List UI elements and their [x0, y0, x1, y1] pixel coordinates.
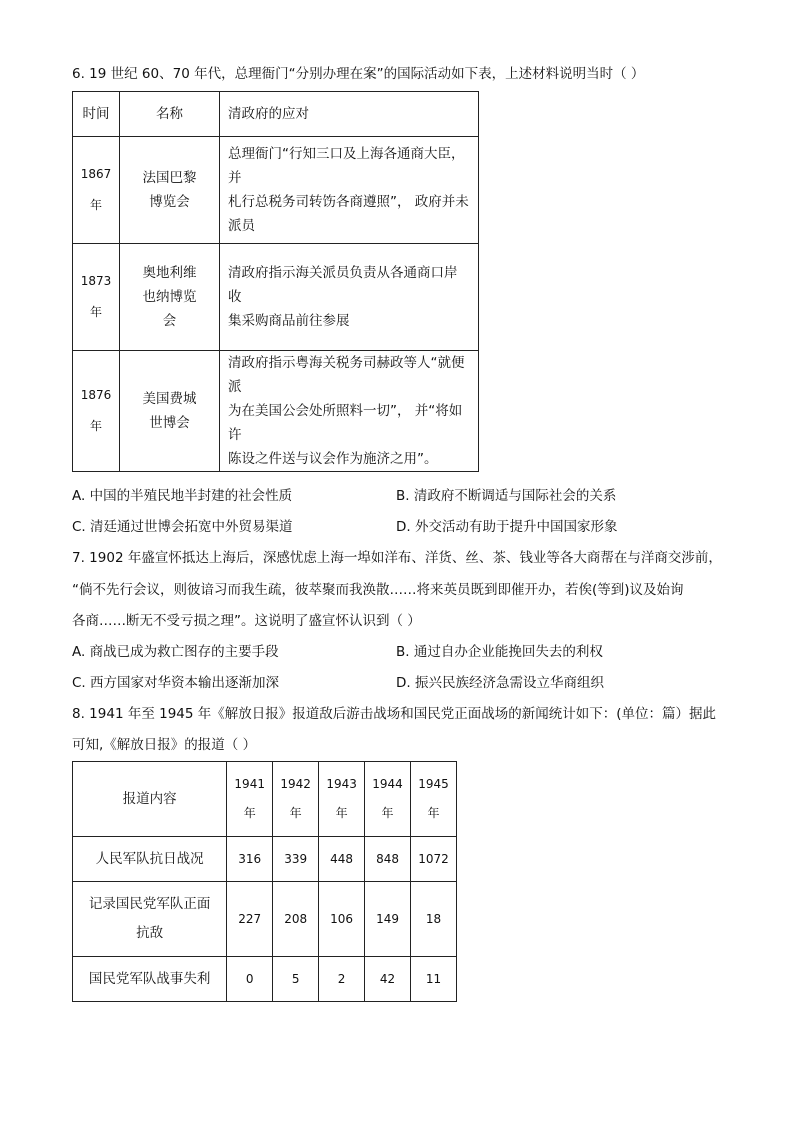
- q8-stem-line-2: 可知,《解放日报》的报道（ ）: [72, 737, 257, 753]
- table-cell: 0: [227, 957, 273, 1002]
- row-label: 记录国民党军队正面 抗敌: [73, 882, 227, 957]
- table-cell: 18: [411, 882, 457, 957]
- q7-stem-line-3: 各商……断无不受亏损之理”。这说明了盛宣怀认识到（ ）: [72, 613, 421, 629]
- time-cell: 1876 年: [73, 351, 120, 472]
- header-name: 名称: [120, 92, 220, 137]
- q8-table: [72, 761, 457, 1002]
- table-cell: 848: [365, 837, 411, 882]
- q7-option-b[interactable]: B. 通过自办企业能挽回失去的利权: [396, 644, 603, 660]
- table-cell: 1072: [411, 837, 457, 882]
- header-time: 时间: [73, 92, 120, 137]
- name-cell: 奥地利维 也纳博览 会: [120, 244, 220, 351]
- table-cell: 11: [411, 957, 457, 1002]
- header-year: 1945 年: [411, 762, 457, 837]
- row-label: 人民军队抗日战况: [73, 837, 227, 882]
- table-cell: 42: [365, 957, 411, 1002]
- table-row: [73, 244, 479, 351]
- table-header-row: [73, 762, 457, 837]
- table-cell: 227: [227, 882, 273, 957]
- header-year: 1944 年: [365, 762, 411, 837]
- q8-stem-line-1: 8. 1941 年至 1945 年《解放日报》报道敌后游击战场和国民党正面战场的新闻统计如下：(单位：篇）据此: [72, 706, 717, 722]
- q6-option-a[interactable]: A. 中国的半殖民地半封建的社会性质: [72, 488, 293, 504]
- table-cell: 448: [319, 837, 365, 882]
- time-cell: 1867 年: [73, 137, 120, 244]
- q7-stem-line-2: “倘不先行会议，则彼谙习而我生疏，彼萃聚而我涣散……将来英员既到即催开办，若俟(等到)议及始询: [72, 582, 684, 598]
- q7-option-d[interactable]: D. 振兴民族经济急需设立华商组织: [396, 675, 604, 691]
- response-cell: 清政府指示海关派员负责从各通商口岸收 集采购商品前往参展: [220, 244, 479, 351]
- q6-stem: 6. 19 世纪 60、70 年代，总理衙门“分别办理在案”的国际活动如下表，上述材料说明当时（ ）: [72, 66, 645, 82]
- time-cell: 1873 年: [73, 244, 120, 351]
- header-year: 1941 年: [227, 762, 273, 837]
- table-cell: 316: [227, 837, 273, 882]
- table-row: [73, 837, 457, 882]
- table-cell: 149: [365, 882, 411, 957]
- header-year: 1942 年: [273, 762, 319, 837]
- response-cell: 总理衙门“行知三口及上海各通商大臣，并 札行总税务司转饬各商遵照”， 政府并未 派员: [220, 137, 479, 244]
- table-row: [73, 957, 457, 1002]
- table-header-row: [73, 92, 479, 137]
- q7-stem-line-1: 7. 1902 年盛宣怀抵达上海后，深感忧虑上海一埠如洋布、洋货、丝、茶、钱业等各大商帮在与洋商交涉前，: [72, 550, 722, 566]
- table-row: [73, 882, 457, 957]
- table-cell: 339: [273, 837, 319, 882]
- q7-option-c[interactable]: C. 西方国家对华资本输出逐渐加深: [72, 675, 280, 691]
- table-cell: 208: [273, 882, 319, 957]
- name-cell: 法国巴黎 博览会: [120, 137, 220, 244]
- q6-option-c[interactable]: C. 清廷通过世博会拓宽中外贸易渠道: [72, 519, 293, 535]
- table-cell: 2: [319, 957, 365, 1002]
- header-content: 报道内容: [73, 762, 227, 837]
- table-cell: 5: [273, 957, 319, 1002]
- table-row: [73, 137, 479, 244]
- q6-option-b[interactable]: B. 清政府不断调适与国际社会的关系: [396, 488, 617, 504]
- table-cell: 106: [319, 882, 365, 957]
- name-cell: 美国费城 世博会: [120, 351, 220, 472]
- table-row: [73, 351, 479, 472]
- q6-option-d[interactable]: D. 外交活动有助于提升中国国家形象: [396, 519, 618, 535]
- q7-option-a[interactable]: A. 商战已成为救亡图存的主要手段: [72, 644, 279, 660]
- q6-table: [72, 91, 479, 472]
- header-year: 1943 年: [319, 762, 365, 837]
- row-label: 国民党军队战事失利: [73, 957, 227, 1002]
- response-cell: 清政府指示粤海关税务司赫政等人“就便派 为在美国公会处所照料一切”， 并“将如许 陈设之件送与议会作为施济之用”。: [220, 351, 479, 472]
- header-response: 清政府的应对: [220, 92, 479, 137]
